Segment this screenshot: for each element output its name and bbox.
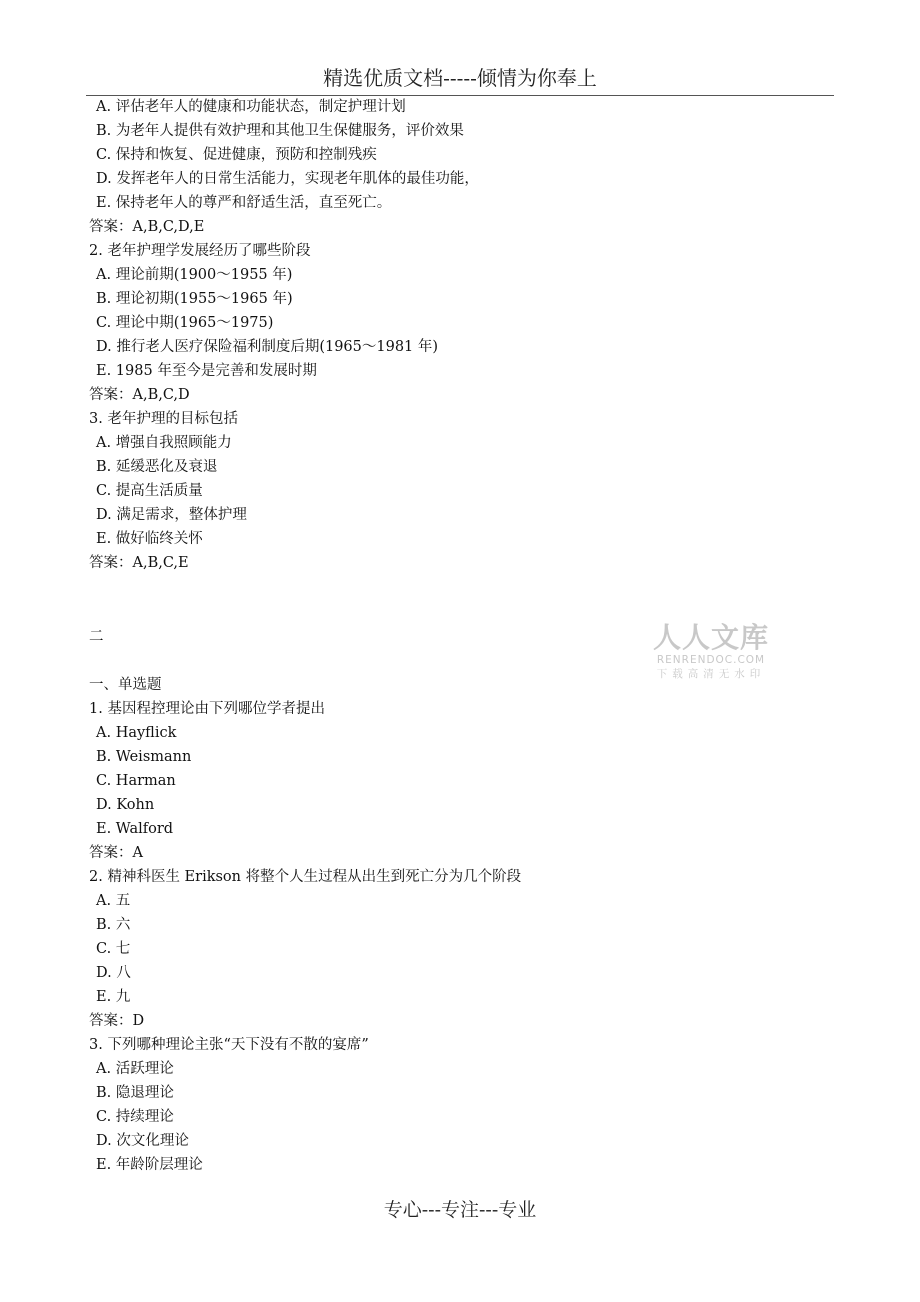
option-line: E. 做好临终关怀 <box>96 531 203 547</box>
option-line: E. 年龄阶层理论 <box>96 1157 203 1173</box>
option-line: D. 次文化理论 <box>96 1133 189 1149</box>
section-heading: 一、单选题 <box>89 677 162 693</box>
option-line: B. 六 <box>96 917 131 933</box>
option-line: A. 理论前期(1900～1955 年) <box>96 267 293 283</box>
option-line: C. 提高生活质量 <box>96 483 203 499</box>
option-line: A. Hayflick <box>96 725 177 741</box>
answer-line: 答案：A,B,C,D <box>89 387 190 403</box>
option-line: B. 为老年人提供有效护理和其他卫生保健服务，评价效果 <box>96 123 464 139</box>
answer-line: 答案：D <box>89 1013 145 1029</box>
option-line: D. 八 <box>96 965 131 981</box>
question-line: 3. 下列哪种理论主张“天下没有不散的宴席” <box>89 1037 369 1053</box>
option-line: C. 理论中期(1965～1975) <box>96 315 274 331</box>
option-line: D. Kohn <box>96 797 155 813</box>
watermark-logo: 人人文库 <box>652 621 769 654</box>
option-line: B. 隐退理论 <box>96 1085 174 1101</box>
answer-line: 答案：A,B,C,D,E <box>89 219 205 235</box>
option-line: C. 七 <box>96 941 131 957</box>
answer-line: 答案：A,B,C,E <box>89 555 189 571</box>
option-line: A. 增强自我照顾能力 <box>96 435 232 451</box>
option-line: B. Weismann <box>96 749 192 765</box>
option-line: E. 九 <box>96 989 131 1005</box>
answer-line: 答案：A <box>89 845 143 861</box>
question-line: 3. 老年护理的目标包括 <box>89 411 238 427</box>
option-line: C. 持续理论 <box>96 1109 174 1125</box>
option-line: A. 评估老年人的健康和功能状态，制定护理计划 <box>96 99 406 115</box>
option-line: B. 延缓恶化及衰退 <box>96 459 218 475</box>
page-footer: 专心---专注---专业 <box>383 1199 537 1221</box>
question-line: 2. 精神科医生 Erikson 将整个人生过程从出生到死亡分为几个阶段 <box>89 869 522 885</box>
watermark-slogan: 下载高清无水印 <box>656 668 766 680</box>
option-line: C. Harman <box>96 773 176 789</box>
question-line: 1. 基因程控理论由下列哪位学者提出 <box>89 701 325 717</box>
option-line: D. 满足需求，整体护理 <box>96 507 247 523</box>
option-line: E. 1985 年至今是完善和发展时期 <box>96 363 317 379</box>
option-line: A. 五 <box>96 893 131 909</box>
renrendoc-watermark <box>646 622 776 684</box>
section-heading: 二 <box>89 629 104 645</box>
option-line: E. 保持老年人的尊严和舒适生活，直至死亡。 <box>96 195 392 211</box>
option-line: D. 发挥老年人的日常生活能力，实现老年肌体的最佳功能， <box>96 171 479 187</box>
page-header-title: 精选优质文档-----倾情为你奉上 <box>323 66 597 90</box>
header-divider <box>86 95 834 96</box>
watermark-domain: RENRENDOC.COM <box>656 654 766 666</box>
option-line: E. Walford <box>96 821 174 837</box>
option-line: D. 推行老人医疗保险福利制度后期(1965～1981 年) <box>96 339 439 355</box>
option-line: B. 理论初期(1955～1965 年) <box>96 291 293 307</box>
option-line: A. 活跃理论 <box>96 1061 174 1077</box>
option-line: C. 保持和恢复、促进健康，预防和控制残疾 <box>96 147 377 163</box>
question-line: 2. 老年护理学发展经历了哪些阶段 <box>89 243 311 259</box>
